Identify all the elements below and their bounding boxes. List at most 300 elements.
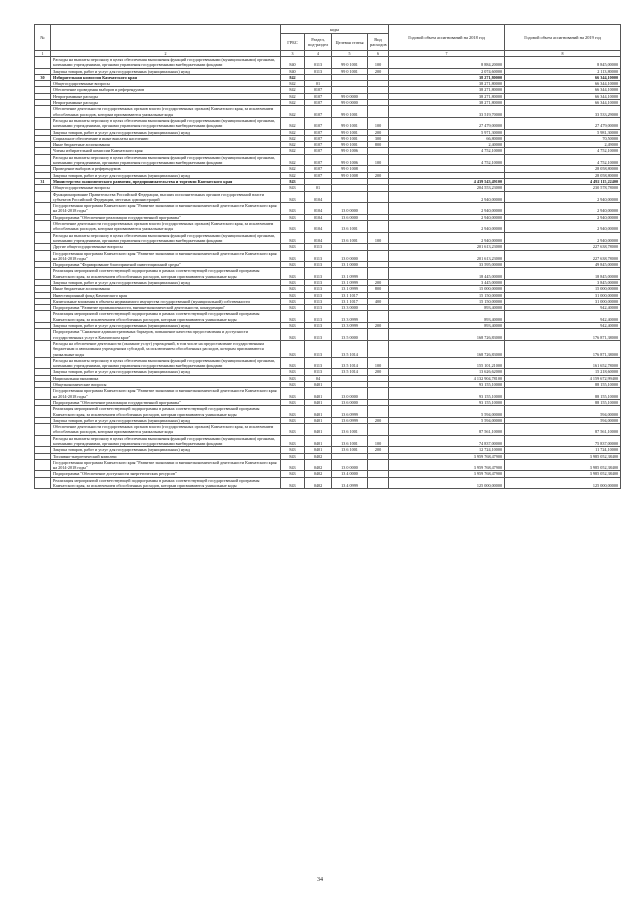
row-razdel: 0401 — [305, 406, 332, 418]
table-row — [35, 117, 621, 129]
table-row — [35, 477, 621, 489]
row-name: Обеспечение проведения выборов и референдумов — [51, 87, 281, 93]
row-amount-2019: 4 492 115,22400 — [505, 178, 621, 184]
row-index — [35, 154, 51, 166]
row-amount-2019: 4 752,10000 — [505, 148, 621, 154]
row-grbs: 842 — [281, 172, 305, 178]
row-amount-2018: 2 940,00000 — [389, 203, 505, 215]
row-grbs: 842 — [281, 148, 305, 154]
row-vid — [368, 250, 389, 262]
row-razdel: 0107 — [305, 87, 332, 93]
row-grbs: 842 — [281, 129, 305, 135]
row-amount-2019: 15 000,00000 — [505, 286, 621, 292]
row-razdel: 0113 — [305, 357, 332, 369]
row-amount-2019: 33 533,29000 — [505, 106, 621, 118]
row-target: 13 1 1017 — [332, 292, 368, 298]
row-target: 13 4 0999 — [332, 477, 368, 489]
row-razdel: 0401 — [305, 435, 332, 447]
row-vid: 200 — [368, 369, 389, 375]
row-name: Обеспечение деятельности государственных органов власти (государственных органов) Камчатского края, за исключением обособленных расходов, которым присваиваются уникальные коды — [51, 221, 281, 233]
row-target: 13 4 0000 — [332, 471, 368, 477]
row-vid — [368, 388, 389, 400]
row-grbs: 843 — [281, 232, 305, 244]
row-name: Капитальные вложения в объекты недвижимого имущества государственной (муниципальной) собственности — [51, 298, 281, 304]
colnum: 8 — [505, 51, 621, 57]
row-razdel: 0104 — [305, 221, 332, 233]
table-header — [35, 25, 621, 57]
row-razdel: 0107 — [305, 93, 332, 99]
row-grbs: 842 — [281, 106, 305, 118]
row-name: Расходы на обеспечение деятельности (оказание услуг) учреждений, в том числе на предоставление государственным бюджетным и автономным учреждениям субсидий, за исключением обособленных расходов, которым присваиваются уникальные коды — [51, 340, 281, 357]
row-amount-2018: 4 752,10000 — [389, 148, 505, 154]
row-razdel: 0113 — [305, 286, 332, 292]
row-grbs: 843 — [281, 447, 305, 453]
row-razdel: 0107 — [305, 148, 332, 154]
row-vid — [368, 311, 389, 323]
row-vid — [368, 477, 389, 489]
row-vid — [368, 203, 389, 215]
row-name: Национальная экономика — [51, 375, 281, 381]
row-target: 13 5 1014 — [332, 369, 368, 375]
row-target: 13 3 0999 — [332, 323, 368, 329]
row-amount-2019: 49 845,00000 — [505, 262, 621, 268]
row-grbs: 843 — [281, 298, 305, 304]
row-razdel: 01 — [305, 81, 332, 87]
row-grbs: 843 — [281, 279, 305, 285]
row-razdel: 0113 — [305, 323, 332, 329]
row-grbs: 843 — [281, 424, 305, 436]
row-vid — [368, 459, 389, 471]
row-name: Функционирование Правительства Российской Федерации, высших исполнительных органов государственной власти субъектов Российской Федерации, местных администраций — [51, 191, 281, 203]
header-num: № — [35, 25, 51, 51]
row-amount-2018: 2 940,00000 — [389, 214, 505, 220]
row-index: 30 — [35, 74, 51, 80]
row-amount-2019: 3 985 052,38400 — [505, 459, 621, 471]
row-amount-2018: 168 726,83000 — [389, 329, 505, 341]
row-amount-2019: 227 638,78000 — [505, 244, 621, 250]
row-razdel: 0104 — [305, 191, 332, 203]
row-vid: 200 — [368, 68, 389, 74]
row-razdel: 0104 — [305, 232, 332, 244]
row-vid: 100 — [368, 117, 389, 129]
row-target: 99 0 1008 — [332, 166, 368, 172]
row-target: 13 6 1001 — [332, 221, 368, 233]
row-amount-2018: 125 000,00000 — [389, 477, 505, 489]
row-amount-2018: 87 561,10000 — [389, 424, 505, 436]
row-index — [35, 311, 51, 323]
row-grbs: 840 — [281, 57, 305, 69]
row-amount-2019: 31 000,00000 — [505, 292, 621, 298]
header-razdel: Раздел, под-раздел — [305, 34, 332, 51]
row-name: Общегосударственные вопросы — [51, 81, 281, 87]
table-row — [35, 435, 621, 447]
row-amount-2019: 15 218,60000 — [505, 369, 621, 375]
row-amount-2018: 3 959 768,47900 — [389, 471, 505, 477]
row-amount-2018: 5 594,00000 — [389, 417, 505, 423]
row-grbs: 843 — [281, 471, 305, 477]
row-grbs: 843 — [281, 311, 305, 323]
row-razdel: 0402 — [305, 471, 332, 477]
row-amount-2019: 4 159 672,99400 — [505, 375, 621, 381]
row-vid — [368, 221, 389, 233]
row-amount-2018: 2 940,00000 — [389, 232, 505, 244]
row-amount-2019: 3 985 052,38400 — [505, 471, 621, 477]
row-amount-2018: 155 101,21000 — [389, 357, 505, 369]
row-grbs: 843 — [281, 250, 305, 262]
row-amount-2019: 8 845,00000 — [505, 57, 621, 69]
row-amount-2018: 74 837,00000 — [389, 435, 505, 447]
table-row — [35, 340, 621, 357]
row-name: Государственная программа Камчатского края "Развитие экономики и внешнеэкономической деятельности Камчатского края на 2014-2018 годы" — [51, 203, 281, 215]
row-index — [35, 232, 51, 244]
row-amount-2018: 4 132 904,78100 — [389, 375, 505, 381]
row-amount-2018: 2 940,00000 — [389, 221, 505, 233]
row-razdel: 0401 — [305, 424, 332, 436]
row-razdel: 0104 — [305, 203, 332, 215]
row-name: Закупка товаров, работ и услуг для государственных (муниципальных) нужд — [51, 417, 281, 423]
header-name — [51, 25, 281, 51]
header-grbs: ГРБС — [281, 34, 305, 51]
row-amount-2019: 176 871,38000 — [505, 329, 621, 341]
row-target: 13 0 0000 — [332, 203, 368, 215]
row-amount-2019: 2,49000 — [505, 142, 621, 148]
table-row — [35, 459, 621, 471]
row-vid: 100 — [368, 57, 389, 69]
row-amount-2019: 2 940,00000 — [505, 214, 621, 220]
row-vid: 200 — [368, 129, 389, 135]
row-razdel: 0107 — [305, 172, 332, 178]
row-amount-2018: 5 594,00000 — [389, 406, 505, 418]
row-vid: 100 — [368, 154, 389, 166]
row-target: 99 0 0000 — [332, 93, 368, 99]
row-name: Иные бюджетные ассигнования — [51, 286, 281, 292]
row-razdel: 0107 — [305, 129, 332, 135]
row-index: 31 — [35, 178, 51, 184]
row-amount-2019: 942,40000 — [505, 305, 621, 311]
header-2019: Годовой объем ассигнований на 2019 год — [505, 25, 621, 51]
row-name: Государственная программа Камчатского края "Развитие экономики и внешнеэкономической деятельности Камчатского края на 2014-2018 годы" — [51, 250, 281, 262]
row-name: Обеспечение деятельности государственных органов власти (государственных органов) Камчатского края, за исключением обособленных расходов, которым присваиваются уникальные коды — [51, 424, 281, 436]
row-target: 99 0 1008 — [332, 172, 368, 178]
row-amount-2019: 88 155,10000 — [505, 388, 621, 400]
table-row — [35, 57, 621, 69]
row-amount-2018: 893,40000 — [389, 323, 505, 329]
row-name: Реализация мероприятий соответствующей подпрограммы в рамках соответствующей государственной программы Камчатского края, за исключением обособленных расходов, которым присваиваются уникальные коды — [51, 311, 281, 323]
row-grbs: 843 — [281, 191, 305, 203]
row-target: 99 0 1001 — [332, 106, 368, 118]
row-amount-2019: 2 940,00000 — [505, 191, 621, 203]
row-amount-2018: 4 439 543,49100 — [389, 178, 505, 184]
row-target: 13 1 0999 — [332, 268, 368, 280]
row-grbs: 840 — [281, 68, 305, 74]
row-grbs: 843 — [281, 435, 305, 447]
row-name: Закупка товаров, работ и услуг для государственных (муниципальных) нужд — [51, 447, 281, 453]
row-name: Социальное обеспечение и иные выплаты населению — [51, 135, 281, 141]
row-amount-2018: 38 271,80000 — [389, 74, 505, 80]
row-grbs: 843 — [281, 375, 305, 381]
row-razdel: 0107 — [305, 106, 332, 118]
row-vid — [368, 406, 389, 418]
table-row — [35, 329, 621, 341]
row-razdel: 0113 — [305, 292, 332, 298]
row-index — [35, 388, 51, 400]
table-row — [35, 268, 621, 280]
row-amount-2018: 2 940,00000 — [389, 191, 505, 203]
row-amount-2018: 893,40000 — [389, 305, 505, 311]
row-target — [332, 191, 368, 203]
row-grbs: 842 — [281, 154, 305, 166]
row-amount-2019: 176 871,38000 — [505, 340, 621, 357]
row-target: 13 6 0000 — [332, 214, 368, 220]
row-name: Государственная программа Камчатского края "Развитие экономики и внешнеэкономической деятельности Камчатского края на 2014-2018 годы" — [51, 459, 281, 471]
row-amount-2018: 93 155,10000 — [389, 388, 505, 400]
row-name: Общеэкономические вопросы — [51, 382, 281, 388]
row-vid: 800 — [368, 142, 389, 148]
row-razdel: 0113 — [305, 262, 332, 268]
row-index — [35, 221, 51, 233]
row-target: 13 5 0000 — [332, 329, 368, 341]
row-amount-2018: 893,40000 — [389, 311, 505, 323]
row-index — [35, 340, 51, 357]
row-name: Подпрограмма "Формирование благоприятной инвестиционной среды" — [51, 262, 281, 268]
row-target: 13 5 1014 — [332, 340, 368, 357]
row-amount-2018: 38 271,80000 — [389, 93, 505, 99]
row-amount-2019: 75 837,00000 — [505, 435, 621, 447]
row-vid: 200 — [368, 417, 389, 423]
row-index — [35, 435, 51, 447]
row-name: Иные бюджетные ассигнования — [51, 142, 281, 148]
row-name: Топливно-энергетический комплекс — [51, 453, 281, 459]
row-grbs: 843 — [281, 453, 305, 459]
row-grbs: 842 — [281, 135, 305, 141]
row-name: Закупка товаров, работ и услуг для государственных (муниципальных) нужд — [51, 369, 281, 375]
row-amount-2018: 38 271,80000 — [389, 87, 505, 93]
row-grbs: 843 — [281, 323, 305, 329]
table-row — [35, 406, 621, 418]
row-target: 13 0 0000 — [332, 388, 368, 400]
row-amount-2019: 2 940,00000 — [505, 232, 621, 244]
row-target: 99 0 1001 — [332, 68, 368, 74]
row-vid — [368, 268, 389, 280]
row-razdel: 0113 — [305, 311, 332, 323]
row-target: 13 1 0999 — [332, 286, 368, 292]
row-target: 13 6 0999 — [332, 406, 368, 418]
row-razdel: 0402 — [305, 459, 332, 471]
row-name: Министерство экономического развития, предпринимательства и торговли Камчатского края — [51, 178, 281, 184]
row-target: 99 0 1006 — [332, 148, 368, 154]
row-amount-2018: 3 445,00000 — [389, 279, 505, 285]
row-grbs: 843 — [281, 286, 305, 292]
row-name: Подпрограмма "Снижение административных барьеров, повышение качества предоставления и доступности государственных услуг в Камчатском крае" — [51, 329, 281, 341]
row-target: 99 0 1001 — [332, 135, 368, 141]
row-index — [35, 477, 51, 489]
row-name: Избирательная комиссия Камчатского края — [51, 74, 281, 80]
row-grbs: 843 — [281, 292, 305, 298]
row-index — [35, 329, 51, 341]
row-target: 13 5 1014 — [332, 357, 368, 369]
row-razdel: 0113 — [305, 244, 332, 250]
row-target: 99 0 1001 — [332, 57, 368, 69]
row-target: 13 6 1001 — [332, 435, 368, 447]
row-amount-2018: 5 971,30000 — [389, 129, 505, 135]
row-name: Общегосударственные вопросы — [51, 185, 281, 191]
row-razdel: 0401 — [305, 399, 332, 405]
row-amount-2019: 227 638,78000 — [505, 250, 621, 262]
row-amount-2019: 161 652,78000 — [505, 357, 621, 369]
row-amount-2018: 33 595,00000 — [389, 262, 505, 268]
table-row — [35, 191, 621, 203]
row-name: Расходы на выплаты персоналу в целях обеспечения выполнения функций государственными (муниципальными) органами, казенными учреждениями, органами управления государственными внебюджетными фондами — [51, 57, 281, 69]
row-index — [35, 106, 51, 118]
row-grbs: 842 — [281, 74, 305, 80]
row-grbs: 842 — [281, 87, 305, 93]
row-razdel: 01 — [305, 185, 332, 191]
row-target: 99 0 0000 — [332, 100, 368, 106]
row-amount-2018: 93 155,10000 — [389, 382, 505, 388]
table-row — [35, 106, 621, 118]
row-amount-2019: 66 344,10000 — [505, 74, 621, 80]
row-razdel: 0107 — [305, 166, 332, 172]
row-amount-2019: 2 940,00000 — [505, 221, 621, 233]
header-vid: Вид расходов — [368, 34, 389, 51]
row-index — [35, 459, 51, 471]
row-name: Государственная программа Камчатского края "Развитие экономики и внешнеэкономической деятельности Камчатского края на 2014-2018 годы" — [51, 388, 281, 400]
row-index — [35, 424, 51, 436]
row-amount-2019: 88 155,10000 — [505, 399, 621, 405]
row-index — [35, 57, 51, 69]
row-target: 99 0 1001 — [332, 129, 368, 135]
row-grbs: 843 — [281, 406, 305, 418]
row-vid: 200 — [368, 447, 389, 453]
row-name: Обеспечение деятельности государственных органов власти (государственных органов) Камчатского края, за исключением обособленных расходов, которым присваиваются уникальные коды — [51, 106, 281, 118]
colnum: 6 — [368, 51, 389, 57]
row-name: Подпрограмма "Обеспечение реализации государственной программы" — [51, 399, 281, 405]
row-amount-2019: 31 000,00000 — [505, 298, 621, 304]
row-vid — [368, 424, 389, 436]
row-vid — [368, 191, 389, 203]
row-amount-2019: 3 845,00000 — [505, 279, 621, 285]
colnum: 2 — [51, 51, 281, 57]
row-name: Расходы на выплаты персоналу в целях обеспечения выполнения функций государственными (муниципальными) органами, казенными учреждениями, органами управления государственными внебюджетными фондами — [51, 232, 281, 244]
row-vid — [368, 329, 389, 341]
row-grbs: 842 — [281, 81, 305, 87]
row-razdel: 0113 — [305, 268, 332, 280]
row-target: 13 3 0999 — [332, 311, 368, 323]
row-grbs: 843 — [281, 244, 305, 250]
row-amount-2018: 15 150,00000 — [389, 298, 505, 304]
row-name: Реализация мероприятий соответствующей подпрограммы в рамках соответствующей государственной программы Камчатского края, за исключением обособленных расходов, которым присваиваются уникальные коды — [51, 406, 281, 418]
row-target: 13 1 0000 — [332, 262, 368, 268]
row-amount-2018: 38 271,80000 — [389, 81, 505, 87]
row-amount-2019: 28 058,80000 — [505, 166, 621, 172]
row-vid — [368, 106, 389, 118]
row-razdel: 0107 — [305, 117, 332, 129]
row-grbs: 842 — [281, 100, 305, 106]
row-grbs: 843 — [281, 203, 305, 215]
budget-table — [34, 24, 621, 489]
row-amount-2019: 66 344,10000 — [505, 93, 621, 99]
row-target: 13 6 1001 — [332, 424, 368, 436]
row-grbs: 843 — [281, 459, 305, 471]
row-amount-2019: 230 578,78000 — [505, 185, 621, 191]
colnum: 5 — [332, 51, 368, 57]
row-index — [35, 191, 51, 203]
colnum: 3 — [281, 51, 305, 57]
row-amount-2018: 13 626,62000 — [389, 369, 505, 375]
row-amount-2019: 87 561,10000 — [505, 424, 621, 436]
table-row — [35, 232, 621, 244]
row-target: 99 0 1001 — [332, 142, 368, 148]
row-name: Расходы на выплаты персоналу в целях обеспечения выполнения функций государственными (муниципальными) органами, казенными учреждениями, органами управления государственными внебюджетными фондами — [51, 357, 281, 369]
row-name: Члены избирательной комиссии Камчатского края — [51, 148, 281, 154]
row-razdel: 0113 — [305, 298, 332, 304]
row-amount-2018: 2 074,60000 — [389, 68, 505, 74]
header-2018: Годовой объем ассигнований на 2018 год — [389, 25, 505, 51]
row-target: 13 0 0000 — [332, 250, 368, 262]
table-row — [35, 154, 621, 166]
row-grbs: 843 — [281, 388, 305, 400]
row-amount-2019: 125 000,00000 — [505, 477, 621, 489]
row-name: Непрограммные расходы — [51, 100, 281, 106]
row-amount-2018: 38 271,80000 — [389, 100, 505, 106]
row-amount-2019: 594,00000 — [505, 406, 621, 418]
row-amount-2018: 201 613,23000 — [389, 244, 505, 250]
row-name: Расходы на выплаты персоналу в целях обеспечения выполнения функций государственными (муниципальными) органами, казенными учреждениями, органами управления государственными внебюджетными фондами — [51, 435, 281, 447]
row-amount-2019: 88 155,10000 — [505, 382, 621, 388]
row-target: 13 3 0000 — [332, 305, 368, 311]
row-amount-2019: 942,40000 — [505, 323, 621, 329]
row-amount-2018: 12 724,10000 — [389, 447, 505, 453]
row-amount-2018: 15 150,00000 — [389, 292, 505, 298]
row-grbs: 843 — [281, 340, 305, 357]
row-amount-2018: 3 959 768,47900 — [389, 453, 505, 459]
row-grbs: 842 — [281, 166, 305, 172]
colnum: 1 — [35, 51, 51, 57]
row-index — [35, 117, 51, 129]
document-page — [34, 24, 620, 489]
table-row — [35, 203, 621, 215]
row-razdel: 0104 — [305, 214, 332, 220]
row-grbs: 843 — [281, 268, 305, 280]
row-razdel: 0402 — [305, 477, 332, 489]
row-razdel: 0401 — [305, 447, 332, 453]
row-name: Закупка товаров, работ и услуг для государственных (муниципальных) нужд — [51, 279, 281, 285]
row-vid: 300 — [368, 135, 389, 141]
row-grbs: 843 — [281, 305, 305, 311]
row-grbs: 843 — [281, 477, 305, 489]
table-row — [35, 357, 621, 369]
row-razdel: 0113 — [305, 57, 332, 69]
page-number: 34 — [317, 877, 323, 883]
row-grbs: 842 — [281, 93, 305, 99]
row-grbs: 843 — [281, 369, 305, 375]
row-name: Закупка товаров, работ и услуг для государственных (муниципальных) нужд — [51, 172, 281, 178]
row-grbs: 843 — [281, 329, 305, 341]
table-row — [35, 311, 621, 323]
row-amount-2019: 4 752,10000 — [505, 154, 621, 166]
row-name: Закупка товаров, работ и услуг для государственных (муниципальных) нужд — [51, 68, 281, 74]
row-index — [35, 357, 51, 369]
row-target: 13 6 0999 — [332, 417, 368, 423]
table-row — [35, 424, 621, 436]
row-amount-2018: 2,40000 — [389, 142, 505, 148]
table-body — [35, 57, 621, 489]
row-amount-2019: 66 344,10000 — [505, 100, 621, 106]
row-vid: 200 — [368, 323, 389, 329]
row-razdel: 0401 — [305, 417, 332, 423]
row-vid: 100 — [368, 357, 389, 369]
row-razdel: 0113 — [305, 340, 332, 357]
